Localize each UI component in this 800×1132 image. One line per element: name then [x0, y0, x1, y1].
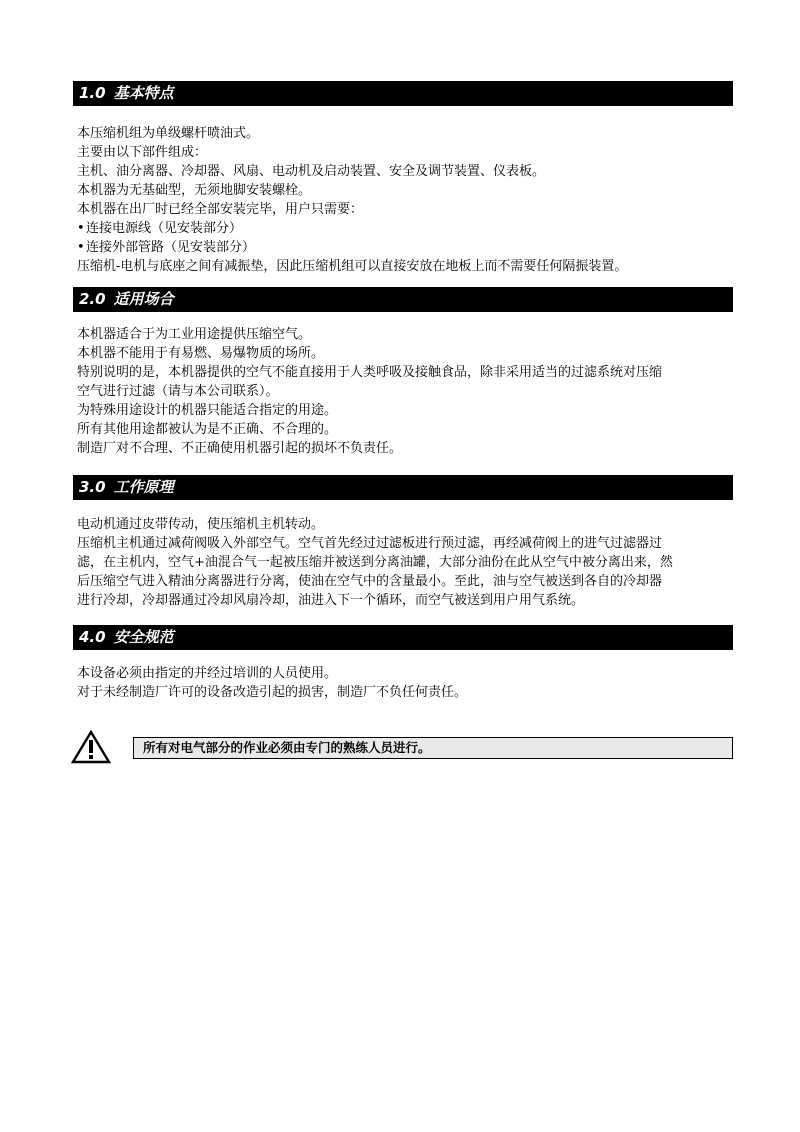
paragraph-line: 后压缩空气进入精油分离器进行分离，使油在空气中的含量最小。至此，油与空气被送到各自的冷却器 — [77, 574, 663, 589]
section-1-body — [77, 124, 733, 276]
section-2-body — [77, 325, 733, 458]
section-1-header — [73, 81, 733, 106]
warning-triangle-icon — [71, 730, 111, 764]
section-4-title: 安全规范 — [113, 628, 174, 646]
section-2-header — [73, 287, 733, 312]
paragraph-line: 电动机通过皮带传动，使压缩机主机转动。 — [77, 517, 325, 532]
section-3-header — [73, 475, 733, 500]
section-1-title: 基本特点 — [113, 84, 174, 102]
bullet-item: • 连接电源线（见安装部分） — [77, 219, 733, 238]
section-4-body — [77, 664, 733, 702]
paragraph-line: 本机器不能用于有易燃、易爆物质的场所。 — [77, 346, 325, 361]
paragraph-line: 空气进行过滤（请与本公司联系）。 — [77, 384, 279, 399]
paragraph-line: 本机器为无基础型，无须地脚安装螺栓。 — [77, 183, 312, 198]
paragraph-line: 压缩机-电机与底座之间有减振垫，因此压缩机组可以直接安放在地板上而不需要任何隔振装置。 — [77, 259, 628, 274]
paragraph-line: 主机、油分离器、冷却器、风扇、电动机及启动装置、安全及调节装置、仪表板。 — [77, 164, 546, 179]
paragraph-line: 对于未经制造厂许可的设备改造引起的损害，制造厂不负任何责任。 — [77, 685, 468, 700]
paragraph-line: 本压缩机组为单级螺杆喷油式。 — [77, 126, 260, 141]
paragraph-line: 本机器适合于为工业用途提供压缩空气。 — [77, 327, 312, 342]
section-4-header — [73, 625, 733, 650]
section-2-number: 2.0 — [79, 290, 106, 308]
paragraph-line: 为特殊用途设计的机器只能适合指定的用途。 — [77, 403, 338, 418]
paragraph-line: 特别说明的是，本机器提供的空气不能直接用于人类呼吸及接触食品，除非采用适当的过滤系统对压缩 — [77, 365, 663, 380]
section-1-number: 1.0 — [79, 84, 106, 102]
paragraph-line: 压缩机主机通过减荷阀吸入外部空气。空气首先经过过滤板进行预过滤，再经减荷阀上的进气过滤器过 — [77, 536, 663, 551]
section-2-title: 适用场合 — [113, 290, 174, 308]
paragraph-line: 主要由以下部件组成： — [77, 145, 208, 160]
section-3-number: 3.0 — [79, 478, 106, 496]
paragraph-line: 滤，在主机内，空气+油混合气一起被压缩并被送到分离油罐，大部分油份在此从空气中被分离出来，然 — [77, 555, 673, 570]
paragraph-line: 本机器在出厂时已经全部安装完毕，用户只需要： — [77, 202, 364, 217]
paragraph-line: 制造厂对不合理、不正确使用机器引起的损坏不负责任。 — [77, 441, 403, 456]
section-4-number: 4.0 — [79, 628, 106, 646]
section-3-body — [77, 515, 733, 610]
warning-notice: 所有对电气部分的作业必须由专门的熟练人员进行。 — [133, 737, 733, 759]
paragraph-line: 本设备必须由指定的并经过培训的人员使用。 — [77, 666, 338, 681]
paragraph-line: 进行冷却，冷却器通过冷却风扇冷却，油进入下一个循环，而空气被送到用户用气系统。 — [77, 593, 585, 608]
bullet-item: • 连接外部管路（见安装部分） — [77, 238, 733, 257]
section-3-title: 工作原理 — [113, 478, 174, 496]
paragraph-line: 所有其他用途都被认为是不正确、不合理的。 — [77, 422, 338, 437]
